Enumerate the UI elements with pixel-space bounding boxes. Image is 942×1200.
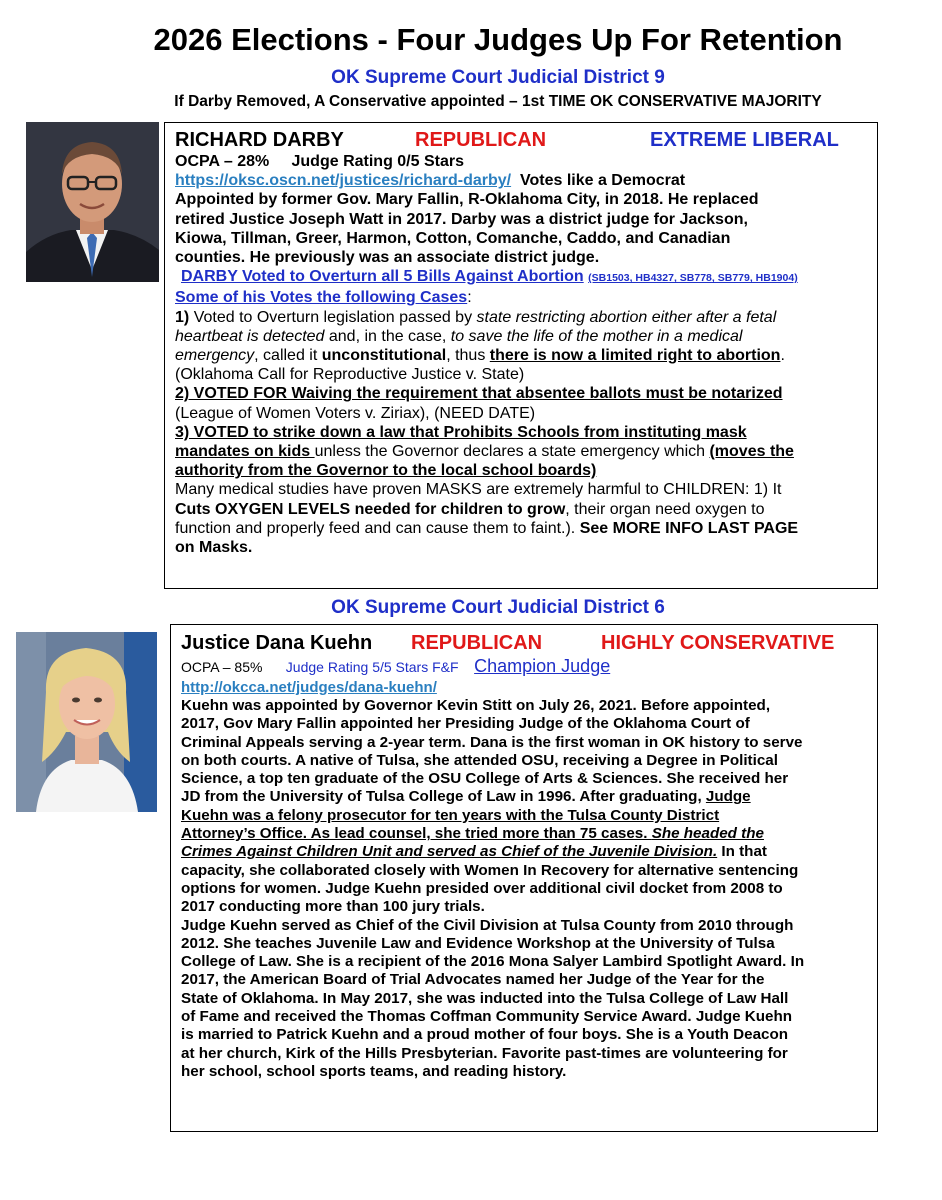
darby-ratings [175, 152, 871, 171]
case1-text: unconstitutional [321, 347, 447, 365]
darby-ocpa: OCPA – 28% [175, 153, 270, 170]
case1-line4: (Oklahoma Call for Reproductive Justice v. State) [175, 366, 525, 384]
darby-bio-line: counties. He previously was an associate district judge. [175, 249, 600, 267]
kuehn-bio-text: Attorney’s Office. As lead counsel, she tried more than 75 cases. [181, 825, 652, 843]
kuehn-bio-line: on both courts. A native of Tulsa, she attended OSU, receiving a Degree in Political [181, 751, 778, 769]
kuehn-bio-line: State of Oklahoma. In May 2017, she was inducted into the Tulsa College of Law Hall [181, 989, 789, 1007]
kuehn-bio-line: 2012. She teaches Juvenile Law and Evidence Workshop at the University of Tulsa [181, 934, 775, 952]
darby-name: RICHARD DARBY [175, 129, 344, 151]
kuehn-party: REPUBLICAN [411, 632, 543, 654]
kuehn-name: Justice Dana Kuehn [181, 632, 373, 654]
kuehn-url-line [181, 678, 871, 697]
kuehn-photo [16, 632, 157, 812]
masks-text: function and properly feed and can cause them to faint.). [175, 519, 580, 537]
darby-header [175, 128, 871, 152]
darby-label: EXTREME LIBERAL [650, 129, 839, 151]
darby-url-line [175, 171, 871, 190]
district-9-heading: OK Supreme Court Judicial District 9 [331, 67, 665, 88]
darby-bio-line: Appointed by former Gov. Mary Fallin, R-Oklahoma City, in 2018. He replaced [175, 191, 759, 209]
case1-text: heartbeat is detected [175, 327, 325, 345]
tagline: If Darby Removed, A Conservative appointed – 1st TIME OK CONSERVATIVE MAJORITY [174, 93, 822, 110]
case1-text: emergency [175, 347, 255, 365]
masks-line1: Many medical studies have proven MASKS are extremely harmful to CHILDREN: 1) It [175, 481, 782, 499]
kuehn-bio-line: is married to Patrick Kuehn and a proud mother of four boys. She is a Youth Deacon [181, 1026, 789, 1044]
kuehn-bio-text: In that [717, 843, 767, 861]
darby-photo [26, 122, 159, 282]
case1-text: . [780, 347, 785, 365]
kuehn-bio-text: JD from the University of Tulsa College of Law in 1996. After graduating, [181, 788, 706, 806]
kuehn-bio-text: She headed the [651, 825, 764, 843]
kuehn-bio-line [181, 788, 871, 806]
case3-line1: 3) VOTED to strike down a law that Prohibits Schools from instituting mask [175, 423, 747, 441]
case1-text: , called it [254, 347, 322, 365]
kuehn-bio-line: Criminal Appeals serving a 2-year term. Dana is the first woman in OK history to serve [181, 733, 803, 751]
darby-party: REPUBLICAN [415, 129, 547, 151]
darby-abortion-bills: (SB1503, HB4327, SB778, SB779, HB1904) [588, 272, 798, 285]
darby-profile-link[interactable]: https://oksc.oscn.net/justices/richard-darby/ [175, 172, 512, 190]
case1-text: there is now a limited right to abortion [489, 347, 781, 365]
kuehn-bio-line: of Fame and received the Thomas Coffman Community Service Award. Judge Kuehn [181, 1008, 793, 1026]
darby-votes-heading-line: Some of his Votes the following Cases: [175, 289, 472, 307]
kuehn-ratings [181, 655, 871, 678]
kuehn-bio-text: Crimes Against Children Unit and served as Chief of the Juvenile Division. [181, 843, 718, 861]
kuehn-bio-line: her school, school sports teams, and reading history. [181, 1062, 567, 1080]
kuehn-bio-line: College of Law. She is a recipient of the 2016 Mona Salyer Lambird Spotlight Award. In [181, 953, 805, 971]
case1-line2 [175, 327, 871, 346]
kuehn-champion: Champion Judge [474, 656, 611, 676]
kuehn-bio-line: Science, a top ten graduate of the OSU College of Arts & Sciences. She received her [181, 770, 789, 788]
case1-text: state restricting abortion either after a fetal [476, 308, 777, 326]
case2-line2: (League of Women Voters v. Ziriax), (NEED DATE) [175, 404, 536, 422]
kuehn-bio-text: Judge [705, 788, 751, 806]
case1-text: Voted to Overturn legislation passed by [193, 308, 477, 326]
case3-text: mandates on kids [175, 443, 315, 461]
case3-line3: authority from the Governor to the local school boards) [175, 462, 597, 480]
darby-votes-heading: Some of his Votes the following Cases [175, 289, 468, 307]
case1-text: and, in the case, [324, 327, 451, 345]
case3-line2 [175, 442, 871, 461]
case1-number: 1) [175, 308, 190, 326]
masks-line2 [175, 500, 871, 519]
kuehn-bio-line: Kuehn was appointed by Governor Kevin Stitt on July 26, 2021. Before appointed, [181, 697, 771, 714]
darby-card [164, 122, 878, 589]
kuehn-bio-line: Judge Kuehn served as Chief of the Civil Division at Tulsa County from 2010 through [181, 916, 794, 934]
masks-line4: on Masks. [175, 539, 253, 557]
darby-rating: Judge Rating 0/5 Stars [291, 153, 464, 170]
case1-line3 [175, 346, 871, 365]
kuehn-bio-line [181, 825, 871, 843]
case3-text: unless the Governor declares a state emergency which [314, 443, 710, 461]
page-title: 2026 Elections - Four Judges Up For Retention [153, 22, 843, 57]
case3-text: (moves the [709, 443, 794, 461]
case1-line1 [175, 308, 871, 327]
case2-line1: 2) VOTED FOR Waiving the requirement that absentee ballots must be notarized [175, 385, 783, 403]
kuehn-label: HIGHLY CONSERVATIVE [601, 632, 835, 654]
masks-line3 [175, 519, 871, 538]
kuehn-bio-line: capacity, she collaborated closely with Women In Recovery for alternative sentencing [181, 861, 799, 879]
kuehn-bio-line: 2017 conducting more than 100 jury trials. [181, 898, 485, 916]
kuehn-rating: Judge Rating 5/5 Stars F&F [285, 659, 459, 675]
kuehn-bio-line: Kuehn was a felony prosecutor for ten years with the Tulsa County District [181, 806, 720, 824]
kuehn-card [170, 624, 878, 1132]
darby-bio-line: retired Justice Joseph Watt in 2017. Darby was a district judge for Jackson, [175, 210, 748, 228]
darby-votes-like: Votes like a Democrat [519, 172, 686, 190]
kuehn-ocpa: OCPA – 85% [181, 659, 263, 675]
masks-text: , their organ need oxygen to [565, 500, 765, 518]
kuehn-header [181, 631, 871, 655]
masks-text: See MORE INFO LAST PAGE [579, 519, 799, 537]
kuehn-profile-link[interactable]: http://okcca.net/judges/dana-kuehn/ [181, 679, 437, 696]
kuehn-bio-line [181, 843, 871, 861]
case1-text: , thus [446, 347, 490, 365]
kuehn-bio-line: 2017, the American Board of Trial Advocates named her Judge of the Year for the [181, 971, 765, 989]
kuehn-bio-line: 2017, Gov Mary Fallin appointed her Presiding Judge of the Oklahoma Court of [181, 715, 750, 733]
case1-text: to save the life of the mother in a medical [450, 327, 743, 345]
kuehn-bio-line: at her church, Kirk of the Hills Presbyterian. Favorite past-times are volunteering for [181, 1044, 788, 1062]
kuehn-bio-line: options for women. Judge Kuehn presided over additional civil docket from 2008 to [181, 879, 783, 897]
district-6-heading: OK Supreme Court Judicial District 6 [331, 597, 665, 618]
darby-abortion-headline: DARBY Voted to Overturn all 5 Bills Against Abortion [181, 268, 584, 286]
darby-bio-line: Kiowa, Tillman, Greer, Harmon, Cotton, Comanche, Caddo, and Canadian [175, 229, 731, 247]
darby-abortion-line [175, 267, 871, 288]
masks-text: Cuts OXYGEN LEVELS needed for children to grow [175, 500, 566, 518]
